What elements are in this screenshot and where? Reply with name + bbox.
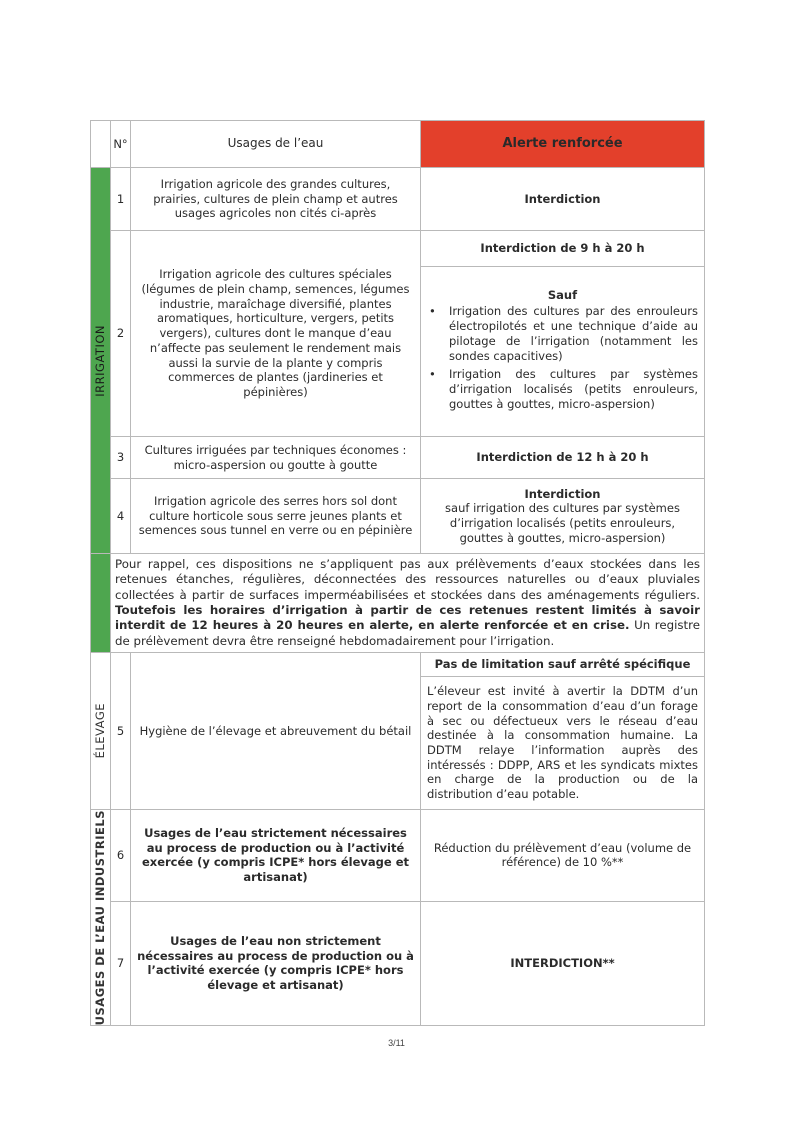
table-row	[91, 479, 705, 554]
section-label-irrigation: IRRIGATION	[93, 324, 108, 397]
section-elevage	[91, 652, 111, 809]
restriction-text: Interdiction de 9 h à 20 h	[421, 231, 705, 267]
usage-text: Cultures irriguées par techniques économes : micro-aspersion ou goutte à goutte	[131, 437, 421, 479]
usage-text: Usages de l’eau non strictement nécessaires au process de production ou à l’activité exercée (y compris ICPE* hors élevage et artisanat)	[131, 901, 421, 1026]
table-row	[91, 901, 705, 1026]
usage-text: Irrigation agricole des serres hors sol dont culture horticole sous serre jeunes plants et semences sous tunnel en verre ou en pépinière	[131, 479, 421, 554]
header-alert-level: Alerte renforcée	[421, 121, 705, 168]
restriction-text: Interdiction de 12 h à 20 h	[421, 437, 705, 479]
page-number: 3/11	[388, 1038, 405, 1048]
note-text-end: Un registre de prélèvement devra être renseigné hebdomadairement pour l’irrigation.	[115, 618, 700, 648]
table-row	[91, 168, 705, 231]
usage-text: Irrigation agricole des grandes cultures, prairies, cultures de plein champ et autres usages agricoles non cités ci-après	[131, 168, 421, 231]
restriction-text: sauf irrigation des cultures par systèmes d’irrigation localisés (petits enrouleurs, gouttes à gouttes, micro-aspersion)	[445, 501, 680, 545]
restriction-text: Réduction du prélèvement d’eau (volume de référence) de 10 %**	[421, 809, 705, 901]
table-row	[91, 652, 705, 676]
section-label-industriels: USAGES DE L’EAU INDUSTRIELS	[93, 809, 108, 1026]
row-number: 2	[111, 231, 131, 437]
irrigation-note	[111, 554, 705, 653]
restriction-title: Pas de limitation sauf arrêté spécifique	[421, 652, 705, 676]
row-number: 5	[111, 652, 131, 809]
section-irrigation-continued	[91, 554, 111, 653]
table-row	[91, 231, 705, 267]
usage-text: Irrigation agricole des cultures spéciales (légumes de plein champ, semences, légumes industrie, maraîchage diversifié, plantes aromatiques, horticulture, vergers, petits vergers), cultures dont le manque d’eau n’affecte pas seulement le rendement mais aussi la survie de la plante y compris commerces de plantes (jardineries et pépinières)	[131, 231, 421, 437]
row-number: 4	[111, 479, 131, 554]
row-number: 6	[111, 809, 131, 901]
note-text: Pour rappel, ces dispositions ne s’appliquent pas aux prélèvements d’eaux stockées dans les retenues étanches, régulières, déconnectées des ressources naturelles ou d’eaux pluviales collectées à partir de surfaces imperméabilisées et stockées dans des aménagements réguliers.	[115, 557, 700, 602]
restriction-title: Interdiction	[524, 486, 601, 501]
section-label-elevage: ÉLEVAGE	[93, 703, 108, 759]
restriction-text: INTERDICTION**	[421, 901, 705, 1026]
exception-list	[427, 304, 698, 411]
list-item: • Irrigation des cultures par systèmes d’irrigation localisés (petits enrouleurs, gouttes à gouttes, micro-aspersion)	[449, 367, 698, 411]
exception-cell	[421, 267, 705, 437]
table-row	[91, 437, 705, 479]
note-bold-text: Toutefois les horaires d’irrigation à partir de ces retenues restent limités à savoir interdit de 12 heures à 20 heures en alerte, en alerte renforcée et en crise.	[115, 602, 700, 633]
header-num: N°	[111, 121, 131, 168]
exception-title: Sauf	[547, 287, 578, 302]
header-blank-cell	[91, 121, 111, 168]
list-item: • Irrigation des cultures par des enrouleurs électropilotés et une technique d’aide au pilotage de l’irrigation (notamment les sondes capacitives)	[449, 304, 698, 363]
row-number: 1	[111, 168, 131, 231]
table-header-row	[91, 121, 705, 168]
restrictions-table	[90, 120, 705, 1026]
section-irrigation	[91, 168, 111, 554]
restriction-cell	[421, 479, 705, 554]
row-number: 3	[111, 437, 131, 479]
section-industriels	[91, 809, 111, 1025]
usage-text: Usages de l’eau strictement nécessaires au process de production ou à l’activité exercée (y compris ICPE* hors élevage et artisanat)	[131, 809, 421, 901]
restriction-text: L’éleveur est invité à avertir la DDTM d’un report de la consommation d’eau d’un forage à sec ou défectueux vers le réseau d’eau destinée à la consommation humaine. La DDTM relaye l’information auprès des intéressés : DDPP, ARS et les syndicats mixtes en charge de la production ou de la distribution d’eau potable.	[421, 676, 705, 809]
restriction-text: Interdiction	[421, 168, 705, 231]
table-row	[91, 554, 705, 653]
table-row	[91, 809, 705, 901]
row-number: 7	[111, 901, 131, 1026]
header-usage: Usages de l’eau	[131, 121, 421, 168]
usage-text: Hygiène de l’élevage et abreuvement du bétail	[131, 652, 421, 809]
